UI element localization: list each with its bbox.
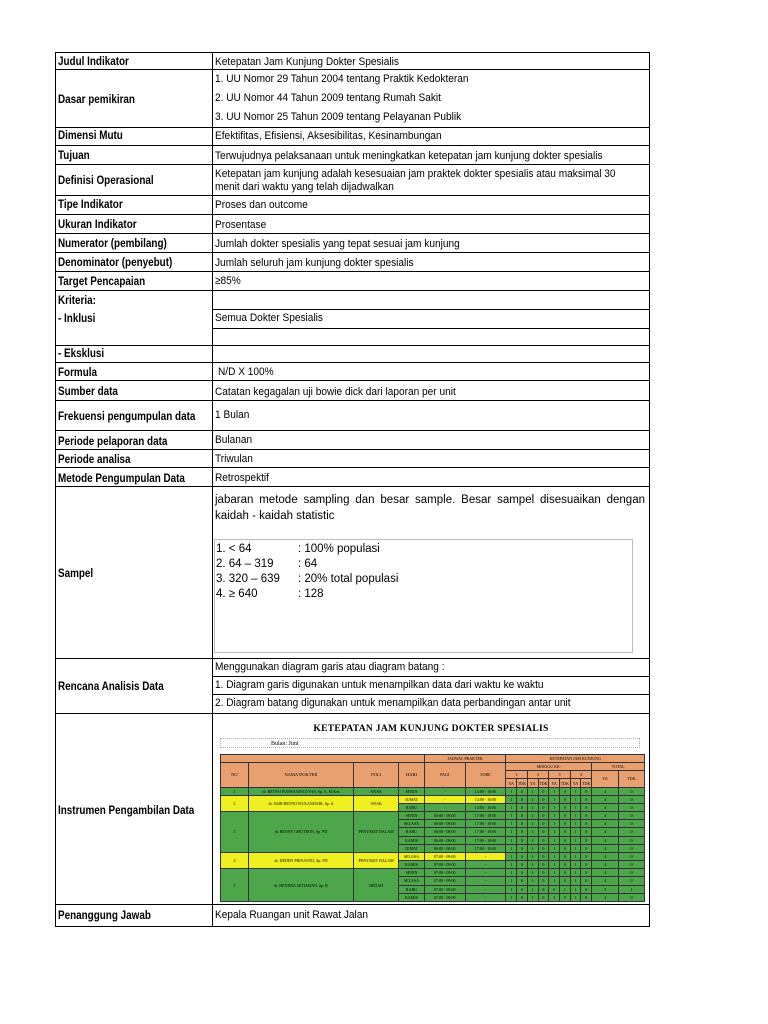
instrument-header-row: JADWAL PRAKTEK KETEPATAN JAM KUNJUNG [221,755,645,763]
value-tipe: Proses dan outcome [215,199,308,211]
value-tujuan: Terwujudnya pelaksanaan untuk meningkatkan ketepatan jam kunjung dokter spesialis [215,150,603,162]
instrument-row: 3 dr. BENNY GHUTRON, Sp. PD PENYAKIT DALAM SENIN 06:00 - 08:00 17:00 - 19:00 1 0 1 0 1 0 1 0 4 0 [221,812,645,820]
value-periode-pelaporan: Bulanan [215,434,253,446]
value-target: ≥85% [215,275,241,287]
instrument-row: JUMAT 06:00 - 08:00 17:00 - 19:00 1 0 1 0 1 0 1 0 4 0 [221,844,645,852]
label-denominator: Denominator (penyebut) [58,257,173,269]
value-denominator: Jumlah seluruh jam kunjung dokter spesialis [215,257,414,269]
instrument-header-row: YA TDK YA TDK YA TDK YA TDK [221,779,645,787]
label-inklusi: - Inklusi [58,313,96,325]
label-dimensi: Dimensi Mutu [58,130,123,142]
instrument-header-row: NO NAMA DOKTER POLI HARI PAGI SORE MINGGU KE- TOTAL [221,763,645,771]
value-sampel-line1: jabaran metode sampling dan besar sample. Besar sampel disesuaikan dengan [215,494,645,506]
label-definisi: Definisi Operasional [58,175,154,187]
instrument-month: Bulan: Juni [220,738,640,748]
label-kriteria: Kriteria: [58,295,96,307]
label-target: Target Pencapaian [58,276,146,288]
instrument-row: SELASA 06:00 - 08:00 17:00 - 19:00 1 0 1 0 1 0 1 0 4 0 [221,820,645,828]
instrument-row: 2 dr. ASIH RETNO WULANDARI, Sp. A ANAK JUMAT - 14:00 - 16:00 1 0 1 0 1 0 1 0 4 0 [221,795,645,803]
label-tujuan: Tujuan [58,150,90,162]
value-formula: N/D X 100% [218,366,274,378]
label-tipe: Tipe Indikator [58,199,123,211]
value-rencana-2: 2. Diagram batang digunakan untuk menampilkan data perbandingan antar unit [215,697,571,709]
instrument-row: SELASA 07:00 - 09:00 - 1 0 1 0 1 0 1 0 4 0 [221,877,645,885]
label-frekuensi: Frekuensi pengumpulan data [58,411,196,423]
value-dasar-1: 1. UU Nomor 29 Tahun 2004 tentang Praktik Kedokteran [215,73,469,85]
value-judul: Ketepatan Jam Kunjung Dokter Spesialis [215,56,399,68]
instrument-title: KETEPATAN JAM KUNJUNG DOKTER SPESIALIS [313,724,549,734]
value-sumber: Catatan kegagalan uji bowie dick dari laporan per unit [215,386,456,398]
label-numerator: Numerator (pembilang) [58,238,167,250]
instrument-row: KAMIS 07:00 - 09:00 - 1 0 1 0 1 0 1 0 4 0 [221,861,645,869]
instrument-sheet [216,720,646,904]
label-sampel: Sampel [58,568,94,580]
label-sumber: Sumber data [58,386,118,398]
instrument-row: RABU 07:00 - 09:00 - 1 0 1 0 0 1 1 0 3 1 [221,885,645,893]
label-periode-pelaporan: Periode pelaporan data [58,436,168,448]
sample-row: 1. < 64 : 100% populasi [216,543,380,555]
value-metode: Retrospektif [215,472,270,484]
instrument-row: RABU 06:00 - 08:00 17:00 - 19:00 1 0 1 0 1 0 1 0 4 0 [221,828,645,836]
value-sampel-line2: kaidah - kaidah statistic [215,510,335,522]
label-formula: Formula [58,367,98,379]
instrument-table [220,754,645,902]
instrument-row: 5 dr. HENDRA SETIAWAN, Sp. B BEDAH SENIN 07:00 - 09:00 - 1 0 1 0 1 0 1 0 4 0 [221,869,645,877]
label-instrumen: Instrumen Pengambilan Data [58,805,195,817]
value-numerator: Jumlah dokter spesialis yang tepat sesuai jam kunjung [215,238,460,250]
value-periode-analisa: Triwulan [215,453,253,465]
value-dasar-3: 3. UU Nomor 25 Tahun 2009 tentang Pelayanan Publik [215,111,462,123]
value-ukuran: Prosentase [215,219,267,231]
sample-row: 2. 64 – 319 : 64 [216,558,318,570]
value-definisi-1: Ketepatan jam kunjung adalah kesesuaian jam praktek dokter spesialis atau maksimal 30 [215,168,616,180]
label-penanggung: Penanggung Jawab [58,910,151,922]
value-dimensi: Efektifitas, Efisiensi, Aksesibilitas, Kesinambungan [215,130,442,142]
value-frekuensi: 1 Bulan [215,409,250,421]
value-inklusi: Semua Dokter Spesialis [215,312,323,324]
value-rencana-1: 1. Diagram garis digunakan untuk menampilkan data dari waktu ke waktu [215,679,544,691]
label-ukuran: Ukuran Indikator [58,219,137,231]
instrument-row: 1 dr. RETNO PURWANINGTYAS, Sp. A, M.Kes ANAK SENIN - 14:00 - 16:00 1 0 1 0 1 0 1 0 4 0 [221,787,645,795]
label-judul: Judul Indikator [58,56,129,68]
label-periode-analisa: Periode analisa [58,454,131,466]
instrument-header-row: 1 2 3 4 YA TDK [221,771,645,779]
sample-row: 4. ≥ 640 : 128 [216,588,324,600]
instrument-row: KAMIS 07:00 - 09:00 - 1 0 1 0 1 0 1 0 4 0 [221,893,645,901]
instrument-row: KAMIS 06:00 - 08:00 17:00 - 19:00 1 0 1 0 1 0 1 0 4 0 [221,836,645,844]
value-rencana-intro: Menggunakan diagram garis atau diagram batang : [215,661,445,673]
label-eksklusi: - Eksklusi [58,348,105,360]
value-definisi-2: menit dari waktu yang telah dijadwalkan [215,181,394,193]
value-penanggung: Kepala Ruangan unit Rawat Jalan [215,909,369,921]
label-dasar: Dasar pemikiran [58,94,135,106]
instrument-row: RABU - 14:00 - 16:00 1 0 1 0 1 0 1 0 4 0 [221,803,645,811]
label-rencana: Rencana Analisis Data [58,681,164,693]
value-dasar-2: 2. UU Nomor 44 Tahun 2009 tentang Rumah Sakit [215,92,441,104]
label-metode: Metode Pengumpulan Data [58,473,185,485]
instrument-row: 4 dr. DEDDY PRIYANTO, Sp. PD PENYAKIT DALAM SELASA 07:00 - 09:00 - 1 0 1 0 1 0 1 0 4 0 [221,852,645,860]
sample-row: 3. 320 – 639 : 20% total populasi [216,573,399,585]
